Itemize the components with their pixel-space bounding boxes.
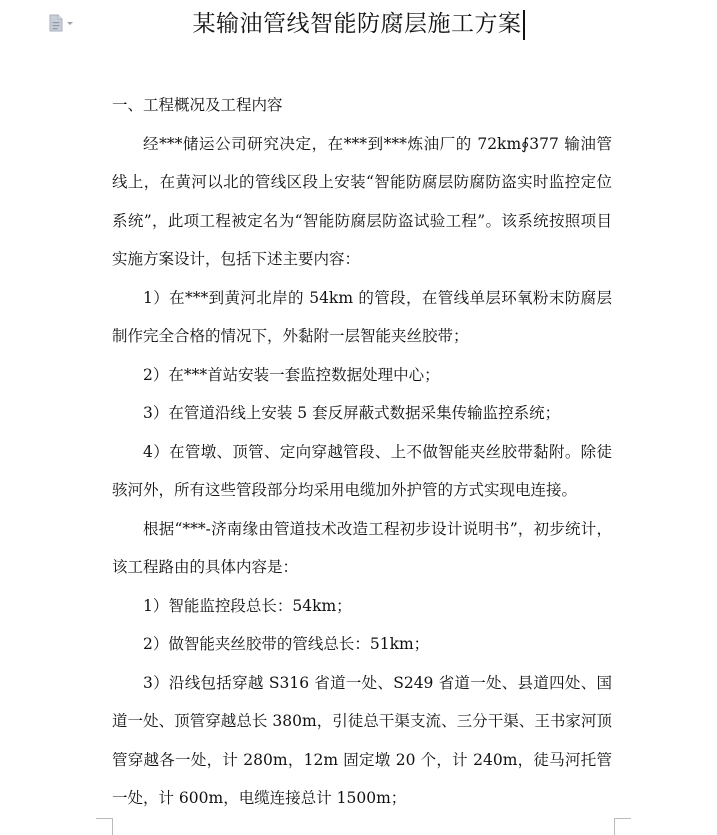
list-item-2: 2）在***首站安装一套监控数据处理中心；: [143, 365, 440, 384]
route-item-3: 3）沿线包括穿越 S316 省道一处、S249 省道一处、县道四处、国道一处、顶管穿越总长 380m，引徒总干渠支流、三分干渠、王书家河顶管穿越各一处，计 280m，12m 固定墩 20 个，计 240m，徒马河托管一处，计 600m，电缆连接总计 1500m；: [112, 673, 612, 807]
list-item-1: 1）在***到黄河北岸的 54km 的管段，在管线单层环氧粉末防腐层制作完全合格的情况下，外黏附一层智能夹丝胶带；: [112, 288, 612, 345]
page-corner-mark-right: [614, 818, 631, 835]
page-title[interactable]: 某输油管线智能防腐层施工方案: [192, 11, 522, 37]
paragraph-overview: 经***储运公司研究决定，在***到***炼油厂的 72km∮377 输油管线上，在黄河以北的管线区段上安装“智能防腐层防腐防盗实时监控定位系统”，此项工程被定名为“智能防腐层防盗试验工程”。该系统按照项目实施方案设计，包括下述主要内容：: [112, 134, 612, 268]
route-item-1: 1）智能监控段总长：54km；: [143, 596, 352, 615]
document-body[interactable]: [112, 86, 612, 818]
route-item-2: 2）做智能夹丝胶带的管线总长：51km；: [143, 635, 430, 653]
page-corner-mark-left: [96, 818, 113, 835]
section-heading: 一、工程概况及工程内容: [112, 96, 283, 114]
title-area: [0, 6, 717, 42]
paragraph-basis: 根据“***-济南缘由管道技术改造工程初步设计说明书”，初步统计，该工程路由的具体内容是：: [112, 519, 612, 576]
list-item-3: 3）在管道沿线上安装 5 套反屏蔽式数据采集传输监控系统；: [143, 404, 561, 422]
list-item-4: 4）在管墩、顶管、定向穿越管段、上不做智能夹丝胶带黏附。除徒骇河外，所有这些管段部分均采用电缆加外护管的方式实现电连接。: [112, 442, 612, 499]
text-cursor: [523, 10, 525, 40]
